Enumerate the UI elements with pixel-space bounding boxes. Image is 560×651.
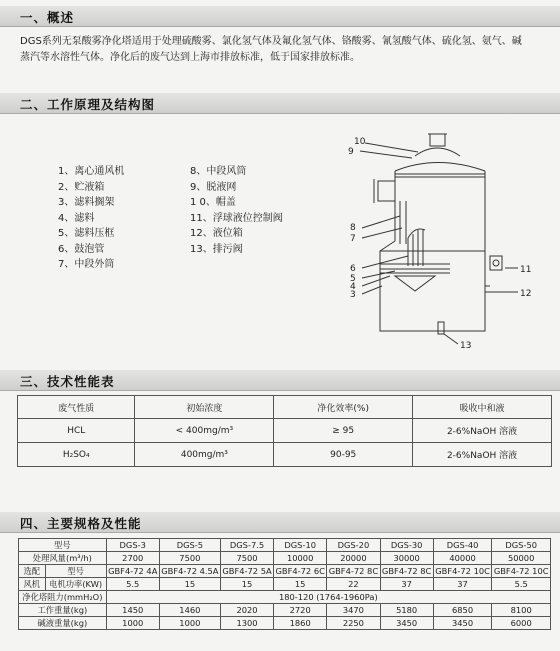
row-label: 电机功率(KW) (45, 578, 106, 591)
table-cell: 2020 (220, 604, 273, 617)
diagram-label-11: 11 (520, 265, 532, 275)
table-cell: GBF4-72 8C (381, 566, 432, 576)
table-cell: 90-95 (274, 443, 413, 467)
table-cell: DGS-30 (380, 539, 433, 552)
section-title: 二、工作原理及结构图 (20, 97, 156, 112)
diagram-label-9: 9 (348, 147, 354, 157)
table-cell: 1000 (106, 617, 159, 630)
table-cell: ≥ 95 (274, 419, 413, 443)
section-title: 四、主要规格及性能 (20, 516, 142, 531)
section-title: 三、技术性能表 (20, 374, 115, 389)
part-item: 6、鼓泡管 (58, 243, 105, 255)
header-cell: 净化效率(%) (274, 396, 413, 419)
part-item: 2、贮液箱 (58, 181, 105, 193)
table-cell: 40000 (433, 552, 492, 565)
header-cell: 废气性质 (18, 396, 135, 419)
row-label: 风机 (19, 578, 46, 591)
table-cell: 15 (159, 578, 220, 591)
table-row-alkali-weight (19, 617, 551, 630)
table-cell: 6850 (433, 604, 492, 617)
table-row-power (19, 578, 551, 591)
intro-line-1: DGS系列无泵酸雾净化塔适用于处理硫酸雾、氯化氢气体及氟化氢气体、铬酸雾、氰氢酸气体、硫化氢、氨气、碱 (20, 36, 522, 47)
table-cell: 2720 (274, 604, 327, 617)
spec-table (18, 538, 551, 630)
part-item: 5、滤料压框 (58, 228, 115, 239)
table-cell: 8100 (492, 604, 551, 617)
part-item: 11、浮球液位控制阀 (190, 212, 283, 224)
part-item: 12、液位箱 (190, 228, 243, 239)
row-label: 碱液重量(kg) (19, 617, 107, 630)
part-item: 3、滤料搁架 (58, 197, 115, 208)
table-cell: 2250 (327, 617, 380, 630)
table-cell: 3450 (380, 617, 433, 630)
table-cell: 3450 (433, 617, 492, 630)
table-cell: 6000 (492, 617, 551, 630)
table-cell: 1300 (220, 617, 273, 630)
diagram-label-10: 10 (354, 137, 366, 147)
row-label: 工作重量(kg) (19, 604, 107, 617)
diagram-label-12: 12 (520, 289, 532, 299)
diagram-label-6: 6 (350, 264, 356, 274)
table-cell: 30000 (380, 552, 433, 565)
diagram-label-3: 3 (350, 290, 356, 300)
table-cell: GBF4-72 6C (275, 566, 325, 576)
section-header-performance (0, 370, 560, 391)
table-cell: H₂SO₄ (18, 443, 135, 467)
part-item: 13、排污阀 (190, 243, 243, 255)
table-cell: DGS-50 (492, 539, 551, 552)
diagram-label-4: 4 (350, 282, 356, 292)
table-cell: 3470 (327, 604, 380, 617)
part-item: 1 0、帽盖 (190, 197, 236, 208)
part-item: 7、中段外筒 (58, 259, 115, 270)
parts-list-left (58, 164, 124, 273)
table-cell: GBF4-72 4A (108, 566, 158, 576)
table-row-resistance (19, 591, 551, 604)
header-cell: 初始浓度 (135, 396, 274, 419)
table-cell: 5180 (380, 604, 433, 617)
table-cell: 1860 (274, 617, 327, 630)
table-row-work-weight (19, 604, 551, 617)
table-cell: DGS-5 (159, 539, 220, 552)
table-cell: DGS-40 (433, 539, 492, 552)
table-cell: 10000 (274, 552, 327, 565)
row-label: 型号 (45, 565, 106, 578)
table-row (18, 443, 552, 467)
table-row (18, 419, 552, 443)
part-item: 8、中段风筒 (190, 166, 247, 177)
diagram-label-5: 5 (350, 274, 356, 284)
part-item: 4、滤料 (58, 212, 95, 224)
table-cell: 22 (327, 578, 380, 591)
table-cell: 50000 (492, 552, 551, 565)
table-cell: 15 (220, 578, 273, 591)
table-row-model (19, 539, 551, 552)
section-header-principle (0, 93, 560, 114)
table-cell: GBF4-72 4.5A (161, 566, 219, 576)
table-cell: DGS-3 (106, 539, 159, 552)
diagram-label-13: 13 (460, 341, 472, 351)
table-cell: 1000 (159, 617, 220, 630)
section-title: 一、概述 (20, 10, 75, 25)
parts-list-right (190, 164, 283, 257)
table-cell: GBF4-72 10C (493, 566, 549, 576)
table-cell: 15 (274, 578, 327, 591)
table-cell: GBF4-72 5A (222, 566, 272, 576)
tech-performance-table (17, 395, 552, 467)
table-cell: 180-120 (1764-1960Pa) (106, 591, 550, 604)
row-label: 净化塔阻力(mmH₂O) (19, 591, 107, 604)
section-header-overview (0, 6, 560, 27)
tower-structure-diagram (340, 126, 550, 351)
table-cell: 7500 (159, 552, 220, 565)
intro-paragraph (20, 34, 550, 66)
table-cell: 5.5 (492, 578, 551, 591)
section-header-specifications (0, 512, 560, 533)
part-item: 1、离心通风机 (58, 166, 125, 177)
row-label: 处理风量(m³/h) (19, 552, 107, 565)
table-cell: 7500 (220, 552, 273, 565)
table-cell: 20000 (327, 552, 380, 565)
table-row-fan-model (19, 565, 551, 578)
table-cell: 37 (380, 578, 433, 591)
row-label: 型号 (19, 539, 107, 552)
table-cell: DGS-10 (274, 539, 327, 552)
row-label: 选配 (19, 565, 46, 578)
table-cell: DGS-7.5 (220, 539, 273, 552)
diagram-label-8: 8 (350, 223, 356, 233)
table-cell: 37 (433, 578, 492, 591)
table-cell: 400mg/m³ (135, 443, 274, 467)
table-row-airflow (19, 552, 551, 565)
table-cell: 5.5 (106, 578, 159, 591)
table-cell: 2-6%NaOH 溶液 (413, 419, 552, 443)
table-header-row (18, 396, 552, 419)
table-cell: GBF4-72 8C (328, 566, 379, 576)
table-cell: HCL (18, 419, 135, 443)
part-item: 9、脱液网 (190, 181, 237, 193)
header-cell: 吸收中和液 (413, 396, 552, 419)
table-cell: 2-6%NaOH 溶液 (413, 443, 552, 467)
table-cell: DGS-20 (327, 539, 380, 552)
table-cell: 1460 (159, 604, 220, 617)
table-cell: 2700 (106, 552, 159, 565)
table-cell: GBF4-72 10C (435, 566, 490, 576)
diagram-label-7: 7 (350, 234, 356, 244)
table-cell: 1450 (106, 604, 159, 617)
intro-line-2: 蒸汽等水溶性气体。净化后的废气达到上海市排放标准，低于国家排放标准。 (20, 52, 360, 63)
table-cell: < 400mg/m³ (135, 419, 274, 443)
